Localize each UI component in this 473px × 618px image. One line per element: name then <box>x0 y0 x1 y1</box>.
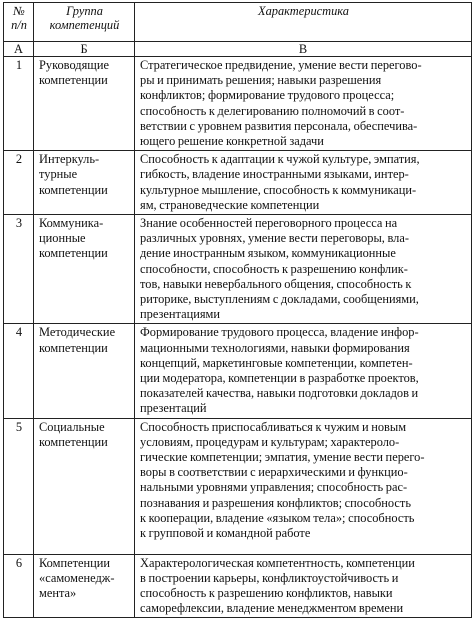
competencies-table <box>3 2 472 618</box>
row-characteristic: Способность приспосабливаться к чужим и новым условиям, процедурам и культурам; характероло- гические компетенции; эмпатия, умение вести перего- воры в соответствии с иерархическими и функцио- нальными уровнями управления; способность рас- познавания и разрешения конфликтов; способность к кооперации, владение «языком тела»; способность к групповой и командной работе <box>135 418 472 554</box>
table-row <box>4 215 472 324</box>
table-row <box>4 418 472 554</box>
header-characteristic: Характеристика <box>135 3 472 42</box>
row-group: Интеркуль- турные компетенции <box>34 151 135 215</box>
column-letter-row <box>4 42 472 57</box>
header-number: № п/п <box>4 3 34 42</box>
row-number: 1 <box>4 57 34 151</box>
table-header-row <box>4 3 472 42</box>
table-row <box>4 57 472 151</box>
column-letter-a: А <box>4 42 34 57</box>
row-characteristic: Характерологическая компетентность, компетенции в построении карьеры, конфликтоустойчивость и способность к разрешению конфликтов, навыки саморефлексии, владение менеджментом времени <box>135 554 472 618</box>
table-row <box>4 554 472 618</box>
table-row <box>4 151 472 215</box>
row-number: 5 <box>4 418 34 554</box>
row-characteristic: Способность к адаптации к чужой культуре, эмпатия, гибкость, владение иностранными языками, интер- культурное мышление, способность к коммуникаци- ям, страноведческие компетенции <box>135 151 472 215</box>
row-group: Компетенции «самоменедж- мента» <box>34 554 135 618</box>
row-number: 6 <box>4 554 34 618</box>
header-group: Группа компетенций <box>34 3 135 42</box>
column-letter-c: В <box>135 42 472 57</box>
column-letter-b: Б <box>34 42 135 57</box>
row-group: Руководящие компетенции <box>34 57 135 151</box>
row-number: 2 <box>4 151 34 215</box>
row-number: 3 <box>4 215 34 324</box>
table-row <box>4 324 472 418</box>
row-number: 4 <box>4 324 34 418</box>
row-characteristic: Стратегическое предвидение, умение вести перегово- ры и принимать решения; навыки разрешения конфликтов; формирование трудового процесса; способность к делегированию полномочий в соот- ветствии с уровнем развития персонала, обеспечива- ющего решение конкретной задачи <box>135 57 472 151</box>
row-characteristic: Знание особенностей переговорного процесса на различных уровнях, умение вести переговоры, вла- дение иностранным языком, коммуникационные способности, способность к разрешению конфлик- тов, навыки невербального общения, способность к риторике, выступлениям с докладами, сообщениями, презентациями <box>135 215 472 324</box>
row-characteristic: Формирование трудового процесса, владение инфор- мационными технологиями, навыки формирования концепций, маркетинговые компетенции, компетен- ции модератора, компетенции в разработке проектов, показателей качества, навыки подготовки докладов и презентаций <box>135 324 472 418</box>
row-group: Социальные компетенции <box>34 418 135 554</box>
row-group: Методические компетенции <box>34 324 135 418</box>
row-group: Коммуника- ционные компетенции <box>34 215 135 324</box>
